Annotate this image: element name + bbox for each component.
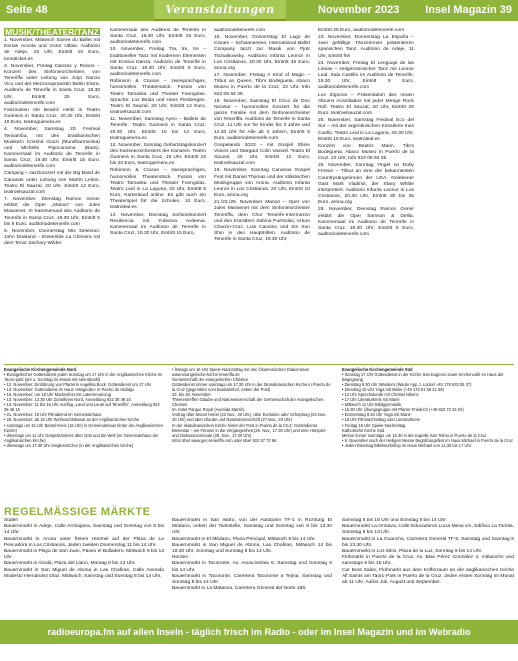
column-3 xyxy=(214,28,310,364)
column-2-items xyxy=(110,28,206,237)
page-header xyxy=(0,0,518,21)
list-item: • 16.30 Uhr Übungsgruppe mit Pfarrer Friedrich (+49 922 72 34 04) xyxy=(342,407,464,413)
list-item: • Jeden Dienstag Bibelworkshop im Haus Michael von 14.30 bis 17 Uhr xyxy=(342,442,472,448)
list-item: Samstag 8 bis 15 Uhr und Sonntag 8 bis 14 Uhr. xyxy=(342,518,447,523)
list-item: Bauernmarkt in Playa de San Juan, Paseo el Bulladero, Mittwoch 9 bis 13 Uhr. xyxy=(4,549,164,561)
list-item: 26. November, Sonntag Yingel no Doby Fenton – Tribut an eine der bekanntesten Countrysängerinnen der USA. Gelebener Gast Mark Vladimir, der Stacy Whitte interpretiert. Auditorio Infanta Leonor in Los Cristianos, 20.30 Uhr, Eintritt 30 bis 35 Euro, arona.org xyxy=(318,163,414,206)
church-north-title: Evangelische Kirchengemeinde Nord xyxy=(4,367,77,372)
list-item: • 18 Uhr Filmnachmittag oder Literaturkreis xyxy=(342,417,420,423)
column-4-items xyxy=(318,28,414,238)
list-item: Norden xyxy=(172,555,189,561)
list-item: Gemeinschaft der evangelischen Christen xyxy=(172,377,249,383)
list-item: 16. November, Donnerstag El Lago de Cisnes – Schwanensee, international Ballet Company tanzt zur Musik von Pjotr Tschaikowsky. Auditorio Infanta Leonor in Los Cristianos, 20.30 Uhr, Eintritt 45 Euro, arona.org xyxy=(214,35,310,71)
list-item: Bauernmarkt in Tacoronte, Carretera Tacoronte a Tejina, Samstag und Sonntag 8 bis 14 Uhr. xyxy=(172,573,332,586)
list-item: Konzert von Beatriz Marin. Tibi's Bodegueta, Abaco Museo in Puerto de la Cruz, 22 Uhr, Info 922 08 94 35. xyxy=(318,143,414,162)
list-item: Gospelando 2023 – mit Gospel Shine Voices und Stargaut Colin Vassell. Teatro El Sauzal, 20 Uhr, Eintritt 12 Euro, teatroelsauzal.com xyxy=(214,142,310,167)
list-item: 23. November, Donnerstag La España – zwei gefällige Tänzerinnen präsentieren spanischen Tanz. Auditorio de Adeje, 11 Uhr, Eintritt frei xyxy=(318,35,414,59)
list-item: 10. November, Freitag Tra, tre, tre – traditioneller Tanz mit modernen Elementen mit Erotica Danza. Auditorio de Tenerife in Santa Cruz, 19.30 Uhr, Eintritt 8 Euro, auditoriodetenerife.com xyxy=(110,47,206,78)
list-item: 18. November, Samstag El Circo de Don Nicanor – humorvolles Konzert für die ganze Familie mit dem Sinfonieorchester von Teneriffa. Auditorio de Tenerife in Santa Cruz, 11 Uhr nur für Kinder bis 3 Jahre und 12.30 Uhr für Alle ab 3 Jahren, Eintritt 5 Euro, auditoriodetenerife.com xyxy=(214,98,310,141)
list-item: Bauernmarkt in El Médano, Plaza Principal, Mittwoch 9 bis 14 Uhr. xyxy=(172,536,316,542)
list-item: 28. November, Dienstag Ramon Gener erklärt die Oper Samson & Delila. Kammersaal im Auditorio de Tenerife in Santa Cruz, 19.30 Uhr, Eintritt 8 Euro, auditoriodetenerife.com xyxy=(318,207,414,237)
column-2 xyxy=(110,28,206,364)
list-item: • Dienstag 10 Uhr Yoga mit Marie (+49 176 61 06 21 69) xyxy=(342,387,444,393)
markets-column-1-items xyxy=(4,518,164,580)
list-item: • 13. November: 13.30 Uhr Zuhörkreis Nord, Anmeldung 922 38 48 15 xyxy=(4,397,131,403)
list-item: 25. November, Samstag Festival Eco del Sur – mit der argentinischen Künstlerin Ines Cuello. Teatro Leal in La Laguna, 20.30 Uhr, Eintritt 15 Euro, teatroleal.es xyxy=(318,118,414,142)
list-item: • 16. November: um 18 Uhr Martinsfest mit Laternenumzug xyxy=(4,392,112,398)
list-item: 3. November, Freitag Danzas y Reisos – Konzert des Sinfonieorchesters von Teneriffa unter Leitung von Jurjo Garcia Vico und der Mezzosopranistin Belén Elvira. Auditorio de Tenerife in Santa Cruz, 19.30 Uhr, Eintritt 25 Euro, auditoriodetenerife.com xyxy=(4,63,100,106)
markets-column-2-items xyxy=(172,518,332,592)
list-item: Bauernmarkt in San Miguel de Abona, Las Chafiras, Mittwoch 14 bis 19.30 Uhr, Sonntag und Sonntag 8 bis 14 Uhr. xyxy=(172,542,332,555)
list-item: • 21. November: 19 Uhr Filmabend im Gemeindehaus xyxy=(4,412,102,418)
list-item: 17. November, Freitag A Kind of Magic – Tribut an Queen. Tibi's Bodegueta, Abaco Museo in Puerto de la Cruz, 22 Uhr, Info 922 08 94 35. xyxy=(214,73,310,97)
list-item: • Freitag 15 Uhr Spiele-Nachmittag xyxy=(342,422,406,428)
column-3-items xyxy=(214,28,310,243)
page-number-right: Insel Magazin 39 xyxy=(425,4,512,16)
list-item: • Donnerstag 9.30 Uhr Yoga mit Marie xyxy=(342,412,411,418)
list-item: Bauernmarkt in La Guancha, Carretera General TF-5, Samstag und Sonntag 8 bis 13.30 Uhr. xyxy=(342,536,514,548)
markets-column-1 xyxy=(4,518,164,618)
list-item: • 12. November: Einführung von Pfarrerin Angelika Bock, Gottesdienst um 17 Uhr xyxy=(4,382,152,388)
list-item: 14. November, Dienstag Sinfoniekonzert Resiliencia mit Yulianna Avdeeva. Kammersaal im Auditorio de Tenerife in Santa Cruz, 19.30 Uhr, Eintritt 15 Euro, xyxy=(110,212,206,236)
list-item: Los Zigonos – Präsentation des neuen Albums Acantilados mit jeder Menge Rock Roll. Teatro El Sauzal, 20 Uhr, Eintritt 25 Euro, teatroelsauzal.com xyxy=(318,92,414,117)
footer-banner[interactable]: radioeuropa.fm auf allen Inseln - täglich frisch im Radio - oder im Insel Magazin und im Webradio xyxy=(0,620,518,644)
markets-title: REGELMÄSSIGE MÄRKTE xyxy=(4,506,151,518)
list-item: Bauernmarkt in Alcalá, Plaza del Llano, Montag 8 bis 13 Uhr. xyxy=(4,561,136,567)
list-item: Bauernmarkt in San Miguel de Abona in Las Chafiras, Calle Avenida Modesto Hernández Díaz. Mittwoch, Samstag und Sonntag 8 bis 14 Uhr. xyxy=(4,567,164,579)
list-item: Thementreffen Glaube und Naturwissenschaft der Gemeinschaft der evangelischen Christen xyxy=(172,397,324,408)
list-item: • Dienstag 9.30 Uhr Wandern (Wiedo App J. Lückel +49 178 933 05 37) xyxy=(342,382,472,388)
church-community-items xyxy=(172,367,332,443)
list-item: • 13. November: Gottesdienst im Haus «Magnolie» in Puerto de Hidalgo xyxy=(4,387,135,393)
church-south xyxy=(342,367,514,507)
page-number-left: Seite 48 xyxy=(6,4,48,16)
markets-column-3 xyxy=(342,518,514,618)
list-item: • dienstags um 17.30 Uhr Singkreis/Chor (in der Anglikanischen Kirche) xyxy=(4,442,134,448)
list-item: 11. November, Samstag Ayeo – Ballets de Tenerife. Teatro Guimerá in Santa Cruz, 20.30 Uhr, Eintritt 10 bis 14 Euro, teatroguimera.es xyxy=(110,117,206,141)
list-item: 7. November, Dienstag Ramon Gener erklärt die Oper „Manon“ von Jules Massenet. In Kammersaal des Auditorio de Tenerife in Santa Cruz, 19.30 Uhr, Eintritt 5 bis 8 Euro, auditoriodetenerife.com xyxy=(4,197,100,227)
list-item: • freitags um 16 Uhr Spiele-Nachmittag mit den Ökumenischen Diakonissen xyxy=(172,367,310,372)
markets-column-2 xyxy=(172,518,332,618)
list-item: Bauernmarkt in La Matanza, Carretera General del Norte 189, xyxy=(172,586,307,592)
list-item: • 17 Uhr Literaturkreis mit Marie xyxy=(342,397,400,403)
section-divider xyxy=(4,364,514,365)
list-item: • 13. November: 11 bis 16 Uhr Ausflug „Land und Leute auf Teneriffa“, Anmeldung 922 38 48 15 xyxy=(4,402,160,413)
list-item: Gottesdienst immer sonntags um 17.30 Uhr in der Skandinavischen Kirche in Puerto de la Cruz (gegenüber vom Busbahnhof, neben der Post) xyxy=(172,382,331,393)
list-item: Bauernmarkt in San Isidro, von der Autobahn TF-1 in Richtung El Médano, neben der Tankstelle, Samstag und Sonntag von 8 bis 13.30 Uhr. xyxy=(172,518,332,536)
list-item: Bauernmarkt in Arona unter freiem Himmel auf der Plaza de La Pescadora in Los Cristianos, Jeden zweiten Donnerstag 11 bis 14 Uhr. xyxy=(4,536,164,548)
church-north-items xyxy=(4,372,164,448)
list-item: • Evangelischer Gottesdienst jeden Sonntag um 17 Uhr in der Anglikanischen Kirche im Taoro-park (am 1. Sonntag im Monat mit Abendmahl) xyxy=(4,372,163,383)
list-item: Vortrag über Mount Hebel (23 Nov., 20 Uhr), über Evolution oder Schöpfung (24.Nov., 20 Uhr) und über Glaube und Naturwissenschaft (27.Nov., 20 Uhr) xyxy=(172,412,328,423)
list-item: Im Hotel Parque Royal (Avenida Martín) xyxy=(172,407,245,413)
section-banner xyxy=(154,0,286,21)
list-item: 23. bis 28. November xyxy=(172,392,211,398)
list-item: Bauernmarkt in Tacoronte, Av. Asuncionitas 6, Samstag und Sonntag 8 bis 14 Uhr. xyxy=(172,561,332,573)
church-community xyxy=(172,367,332,507)
list-item: • Sonntag 17 Uhr Gottesdienst in der Kirche San Eugenio sowie Kirchencafé im Haus der Begegnung xyxy=(342,372,504,383)
list-item: In der skandinavischen Kirche hinter der Post in Puerto de la Cruz: Gottesdienst Bienestar – ein Fenster in die Vergangenheit (26. Nov., 17.30 Uhr) und eine Hörspiel- und Diskussionsrunde (28. Nov., 17.30 Uhr) xyxy=(172,422,327,438)
column-4 xyxy=(318,28,414,364)
list-item: Camping – Jazzkonzert mit der Big Band de Canarias unter Leitung von Martín Leiton. Teatro El Sauzal, 20 Uhr. Eintritt 12 Euro, teatroelsauzal.com xyxy=(4,171,100,195)
church-south-items xyxy=(342,372,514,448)
list-item: • 25. November: ab 15 Uhr Weihnachtsbasar an der Anglikanischen Kirche xyxy=(4,417,140,423)
list-item: Robinson & Crusoe – zweisprachiges, humorvolles Theaterstück. Fusion von Teatro Tamaska und Theater Fuengolas. Sprache: Los Beida und Hans Piesbergen. Teatro El Sauzal, 20 Uhr, Eintritt 12 Euro, teatroelsauzal.com xyxy=(110,79,206,116)
list-item: Car Boot Sales, Flohmarkt aus dem Kofferraum an der anglikanischen Kirche All Saints am Taoro Park in Puerto de la Cruz. Jeden ersten Sonntag im Monat ab 11 Uhr. Außer Juli, August und September. xyxy=(342,567,514,586)
list-item: Bauernmarkt in Adeje, Calle Archajarra, Samstag und Sonntag von 8 bis 14 Uhr. xyxy=(4,524,164,536)
list-item: • Mittwoch 11 Uhr Bibligymnastik xyxy=(342,402,402,408)
section-title-music: MUSIK/THEATER/TANZ xyxy=(5,28,99,37)
banner-title: Veranstaltungen xyxy=(165,3,275,16)
list-item: Infos über www.gec-teneriffa.com oder über 922 57 72 96. xyxy=(172,437,278,443)
markets-column-3-items xyxy=(342,518,514,586)
list-item: 4. November, Samstag 20. Festival Tensamba, mit den brasilianischen Musikern Cristiná Gozzi (Mundharmonika) und Michelle Pipocanama (Bass). Kammersaal im Auditorio de Tenerife in Santa Cruz, 19.30 Uhr, Eintritt 15 Euro, auditoriodetenerife.com xyxy=(4,127,100,170)
issue-date: November 2023 xyxy=(318,4,400,16)
list-item: Süden xyxy=(4,518,19,523)
list-item: • dienstags um 11 Uhr Gesprächskreis über Gott und die Welt (im Gemeindehaus der Anglikanischen Kirche) xyxy=(4,432,159,443)
list-item: • 5. November nach der Heiligen Messe Begrüßungsfest im Haus Michael in Puerto de la Cruz xyxy=(342,437,513,443)
list-item: 9. November, Donnerstag Mis Detectos: John Dowland – Ensemble La Chimera mit dem Tenor Zachary Wilder. xyxy=(4,228,100,247)
list-item: Kammersaal des Auditorio de Tenerife in Santa Cruz, 19.30 Uhr, Eintritt 15 Euro, auditoriodetenerife.com xyxy=(110,28,206,46)
list-item: Robinson & Crusoe – zweisprachiges, humorvolles Theaterstück. Fusion von Teatro Tamaska und Theater Fuengolas. Teatro Leal in La Laguna, 20 Uhr, Eintritt 8 Euro, Kartenkauf online. Es gibt auch ein Theaterspiel für die Schulen, 10 Euro, teatroleal.es xyxy=(110,168,206,211)
list-item: Faszination mit Beatriz Heitz in Teatro Guimerá in Santa Cruz, 20.30 Uhr, Eintritt 19 Euro, teatroguimera.es xyxy=(4,107,100,126)
list-item: 12. November, Sonntag Geburtstagskonzert des Kammerorchesters der Kanaren. Teatro Guimerá in Santa Cruz, 19 Uhr, Eintritt 16 bis 20 Euro, teatroguimera.es xyxy=(110,142,206,167)
list-item: 1. November, Mittwoch Soiree du Ballet mit Dorian Acosta und Victor Ullate. Auditorio de Adeje, 19 Uhr, Eintritt 10 Euro, tomaticket.es xyxy=(4,38,100,62)
list-item: 21./23./25. November Manon – Oper von Jules Massenet mit dem Sinfonieorchester Teneriffa, dem Chor Tenerife-Intermezzo und den Künstlern Sabina Puértolas, Arturo Chacón-Cruz, Luis Cansino und Sin Sun Shin in den Hauptrollen. Auditorio de Tenerife in Santa Cruz, 19.30 Uhr, xyxy=(214,200,310,243)
list-item: 24. November, Freitag El Lenguaje de las Lineas – zeitgenössischer Tanz mit Leonor Leal. Sala Castillo im Auditorio de Tenerife, 19.30 Uhr, Eintritt 8 Euro, auditoriodetenerife.com xyxy=(318,60,414,91)
column-1 xyxy=(4,28,100,364)
list-item: 19. November, Sonntag Canarias Gospel Fest mit Daniel Thomas und der stilistischen Musikgruppe von Arona. Auditorio Infanta Leonor in Los Cristianos, 20 Uhr, Eintritt 10 Euro, arona.org xyxy=(214,168,310,199)
church-north xyxy=(4,367,164,507)
list-item: • sonntags um 15 Uhr Bastel-Kreis (15 Uhr) in Gemeindehaus hinter der Anglikanischen Kirche) xyxy=(4,422,163,433)
list-item: Bauernmarkt La Orotava, Calle Educadoros Lucia Mesa s/n, Edificio La Tomita, Samstag 9 bis 13 Uhr. xyxy=(342,524,514,536)
church-south-title: Evangelische Kirchengemeinde Süd xyxy=(342,367,413,372)
list-item: Bauernmarkt in Los Silos, Plaza de la Luz, Sonntag 9 bis 14 Uhr. xyxy=(342,549,483,555)
list-item: Messe immer sonntags um 18.30 in der Kapelle San Telmo in Puerto de la Cruz xyxy=(342,432,487,438)
column-1-items xyxy=(4,38,100,247)
list-item: Flohmarkt in Puerto de la Cruz, Av. Blas Pérez González 4, mittwochs und samstags 9 bis 15 Uhr. xyxy=(342,555,514,567)
list-item: Katholische Kirche Süd xyxy=(342,427,385,433)
list-item: auditoriodetenerife.com xyxy=(214,28,266,33)
list-item: • 12 Uhr Sprechstunde mit Christel Nikens xyxy=(342,392,419,398)
list-item: Eintritt 25 Euro, auditoriodetenerife.com xyxy=(318,28,405,33)
list-item: www.evangelische-kirche-teneriffa.de xyxy=(172,372,240,378)
